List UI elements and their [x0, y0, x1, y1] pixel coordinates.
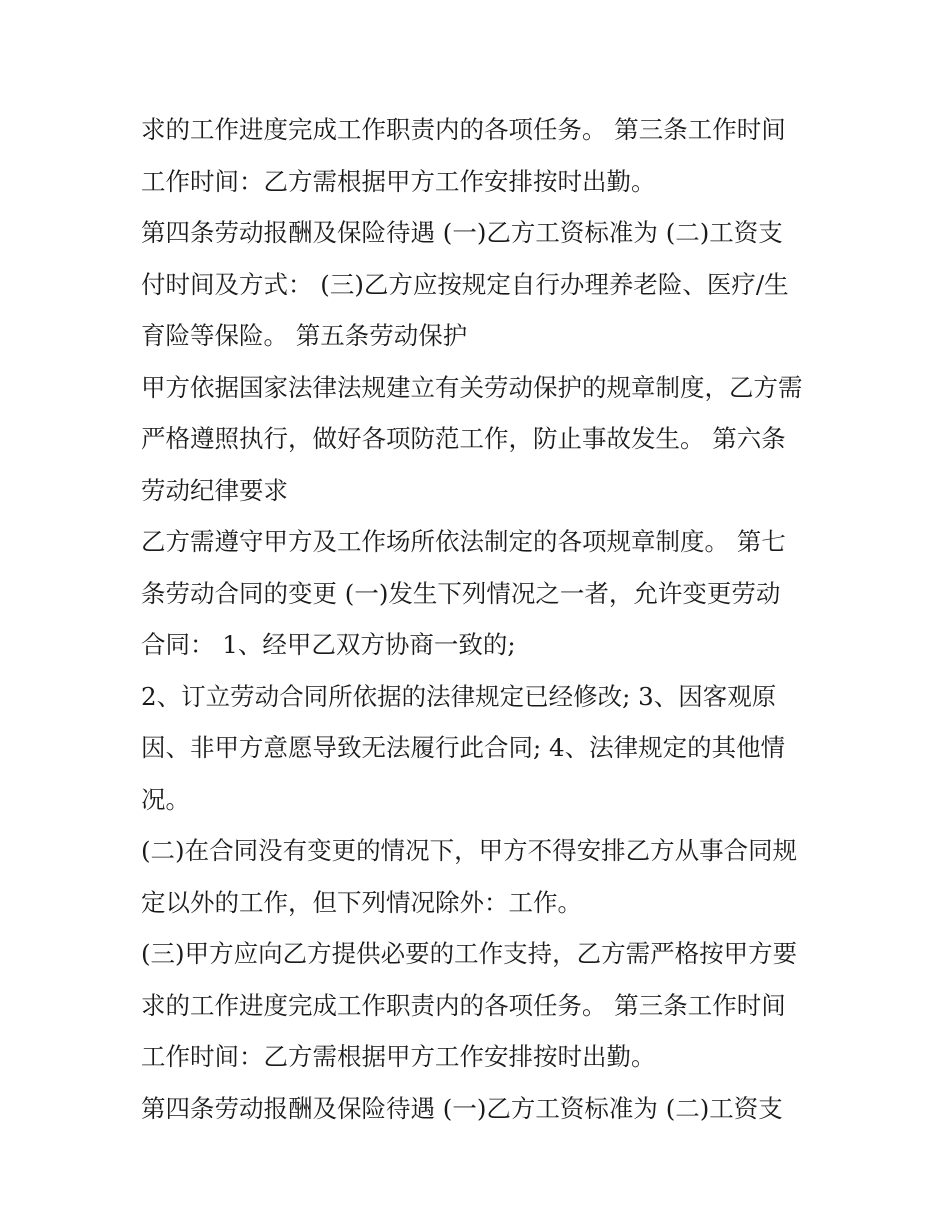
- text-line-6: 甲方依据国家法律法规建立有关劳动保护的规章制度，乙方需: [141, 372, 803, 402]
- text-line-3: 第四条劳动报酬及保险待遇 (一)乙方工资标准为 (二)工资支: [141, 218, 783, 247]
- text-line-10: 条劳动合同的变更 (一)发生下列情况之一者，允许变更劳动: [141, 578, 781, 608]
- text-line-19: 工作时间：乙方需根据甲方工作安排按时出勤。: [141, 1042, 656, 1071]
- text-line-1: 求的工作进度完成工作职责内的各项任务。 第三条工作时间: [141, 115, 786, 144]
- text-line-4: 付时间及方式： (三)乙方应按规定自行办理养老险、医疗/生: [141, 269, 789, 299]
- text-line-2: 工作时间：乙方需根据甲方工作安排按时出勤。: [141, 166, 656, 196]
- text-line-11: 合同： 1、经甲乙双方协商一致的;: [141, 630, 516, 659]
- text-line-15: (二)在合同没有变更的情况下，甲方不得安排乙方从事合同规: [141, 836, 798, 865]
- text-line-20: 第四条劳动报酬及保险待遇 (一)乙方工资标准为 (二)工资支: [141, 1093, 783, 1123]
- text-line-13: 因、非甲方意愿导致无法履行此合同; 4、法律规定的其他情: [141, 733, 786, 762]
- text-line-5: 育险等保险。 第五条劳动保护: [141, 321, 468, 350]
- text-line-16: 定以外的工作，但下列情况除外：工作。: [141, 887, 582, 917]
- contract-text: [141, 104, 821, 1134]
- text-line-17: (三)甲方应向乙方提供必要的工作支持，乙方需严格按甲方要: [141, 939, 798, 968]
- text-line-9: 乙方需遵守甲方及工作场所依法制定的各项规章制度。 第七: [141, 527, 786, 556]
- text-line-7: 严格遵照执行，做好各项防范工作，防止事故发生。 第六条: [141, 424, 786, 453]
- text-line-12: 2、订立劳动合同所依据的法律规定已经修改; 3、因客观原: [141, 681, 777, 711]
- text-line-14: 况。: [141, 784, 190, 814]
- text-line-18: 求的工作进度完成工作职责内的各项任务。 第三条工作时间: [141, 990, 786, 1020]
- text-line-8: 劳动纪律要求: [141, 475, 288, 505]
